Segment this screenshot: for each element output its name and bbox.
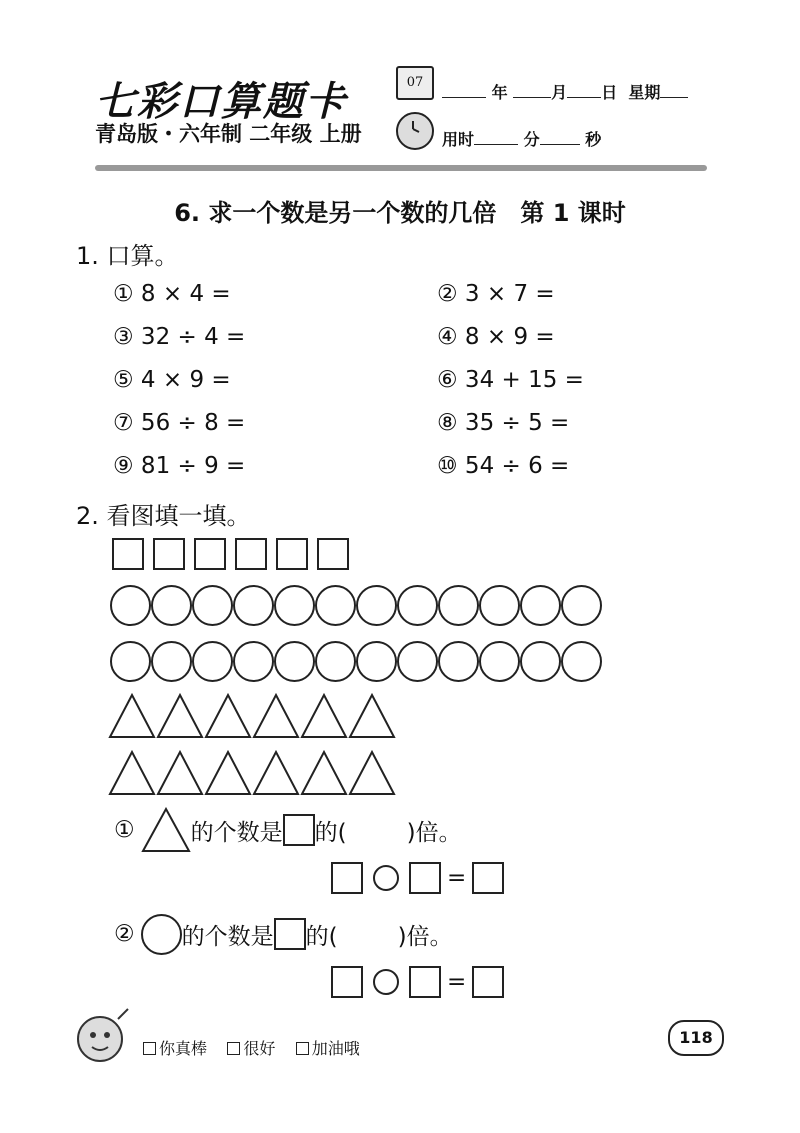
circle-shape: [315, 585, 356, 626]
q1-text-a: 的个数是: [190, 819, 283, 846]
q1-text-c: )倍。: [406, 819, 462, 846]
rating-row: [143, 1036, 360, 1059]
circle-shape: [233, 585, 274, 626]
circle-shape: [520, 641, 561, 682]
triangle-shape: [254, 695, 298, 737]
circle-shape: [520, 585, 561, 626]
circles-row-1: [110, 585, 602, 626]
triangles-row-2: [108, 750, 398, 796]
answer-box[interactable]: [472, 966, 504, 998]
square-icon: [283, 814, 315, 846]
operator-circle[interactable]: [373, 969, 399, 995]
checkbox-icon: [143, 1042, 156, 1055]
circle-shape: [192, 641, 233, 682]
fill-question-2: [114, 912, 453, 956]
time-prefix-label: 用时: [442, 130, 475, 149]
circle-shape: [192, 585, 233, 626]
squares-row: [112, 538, 349, 570]
circle-shape: [479, 641, 520, 682]
problem-9: ⑨ 81 ÷ 9 =: [113, 453, 246, 479]
brand-title: 七彩口算题卡: [95, 78, 347, 125]
circle-shape: [561, 641, 602, 682]
square-shape: [194, 538, 226, 570]
minutes-label: 分: [523, 130, 540, 149]
q2-number: ②: [114, 921, 135, 947]
triangle-shape: [350, 695, 394, 737]
triangle-shape: [206, 752, 250, 794]
square-shape: [317, 538, 349, 570]
answer-box[interactable]: [331, 966, 363, 998]
problem-10: ⑩ 54 ÷ 6 =: [437, 453, 570, 479]
circle-shape: [356, 585, 397, 626]
square-shape: [112, 538, 144, 570]
rating-great[interactable]: 你真棒: [143, 1039, 207, 1058]
time-line: [442, 127, 601, 150]
circle-shape: [110, 641, 151, 682]
section1-heading: 1. 口算。: [76, 242, 179, 270]
circle-shape: [479, 585, 520, 626]
circle-shape: [438, 641, 479, 682]
section2-heading: 2. 看图填一填。: [76, 502, 251, 530]
circle-shape: [438, 585, 479, 626]
circle-shape: [274, 641, 315, 682]
q2-text-c: )倍。: [397, 923, 453, 950]
answer-box[interactable]: [409, 966, 441, 998]
operator-circle[interactable]: [373, 865, 399, 891]
triangle-shape: [254, 752, 298, 794]
problem-8: ⑧ 35 ÷ 5 =: [437, 410, 570, 436]
problem-6: ⑥ 34 + 15 =: [437, 367, 584, 393]
circle-shape: [397, 585, 438, 626]
weekday-label: 星期: [628, 83, 661, 102]
triangle-shape: [302, 695, 346, 737]
circle-shape: [397, 641, 438, 682]
circle-shape: [561, 585, 602, 626]
seconds-label: 秒: [585, 130, 602, 149]
fill-question-1: [114, 806, 462, 854]
edition-label: 青岛版・六年制 二年级 上册: [95, 122, 362, 146]
triangle-shape: [158, 752, 202, 794]
circle-shape: [110, 585, 151, 626]
checkbox-icon: [227, 1042, 240, 1055]
date-line: [442, 80, 688, 103]
q1-text-b: 的(: [314, 819, 347, 846]
year-label: 年: [491, 83, 508, 102]
q1-equation: [331, 862, 504, 894]
mascot-icon: [70, 1005, 132, 1067]
q2-equation: [331, 966, 504, 998]
equals-sign: =: [447, 969, 467, 995]
checkbox-icon: [296, 1042, 309, 1055]
square-shape: [235, 538, 267, 570]
circle-shape: [233, 641, 274, 682]
month-label: 月: [551, 83, 568, 102]
answer-box[interactable]: [331, 862, 363, 894]
problem-5: ⑤ 4 × 9 =: [113, 367, 231, 393]
page-number: 118: [668, 1020, 724, 1056]
circle-shape: [151, 585, 192, 626]
triangle-shape: [110, 752, 154, 794]
problem-1: ① 8 × 4 =: [113, 281, 231, 307]
circles-row-2: [110, 641, 602, 682]
calendar-day: 07: [406, 75, 424, 90]
circle-shape: [315, 641, 356, 682]
header-rule: [95, 165, 707, 171]
problem-3: ③ 32 ÷ 4 =: [113, 324, 246, 350]
triangle-shape: [206, 695, 250, 737]
square-shape: [153, 538, 185, 570]
triangle-shape: [350, 752, 394, 794]
problem-7: ⑦ 56 ÷ 8 =: [113, 410, 246, 436]
rating-good[interactable]: 很好: [227, 1039, 275, 1058]
equals-sign: =: [447, 865, 467, 891]
circle-icon: [141, 914, 182, 955]
answer-box[interactable]: [472, 862, 504, 894]
triangle-shape: [158, 695, 202, 737]
problem-2: ② 3 × 7 =: [437, 281, 555, 307]
clock-icon: [396, 112, 434, 150]
q2-text-a: 的个数是: [181, 923, 274, 950]
triangle-shape: [302, 752, 346, 794]
triangle-icon: [141, 807, 191, 853]
circle-shape: [151, 641, 192, 682]
triangles-row-1: [108, 693, 398, 739]
q1-number: ①: [114, 817, 135, 843]
square-shape: [276, 538, 308, 570]
answer-box[interactable]: [409, 862, 441, 894]
problem-4: ④ 8 × 9 =: [437, 324, 555, 350]
circle-shape: [356, 641, 397, 682]
square-icon: [274, 918, 306, 950]
rating-keep-going[interactable]: 加油哦: [296, 1039, 360, 1058]
circle-shape: [274, 585, 315, 626]
triangle-shape: [110, 695, 154, 737]
calendar-icon: [396, 66, 434, 100]
day-label: 日: [601, 83, 618, 102]
q2-text-b: 的(: [305, 923, 338, 950]
lesson-title: 6. 求一个数是另一个数的几倍 第 1 课时: [174, 199, 626, 227]
